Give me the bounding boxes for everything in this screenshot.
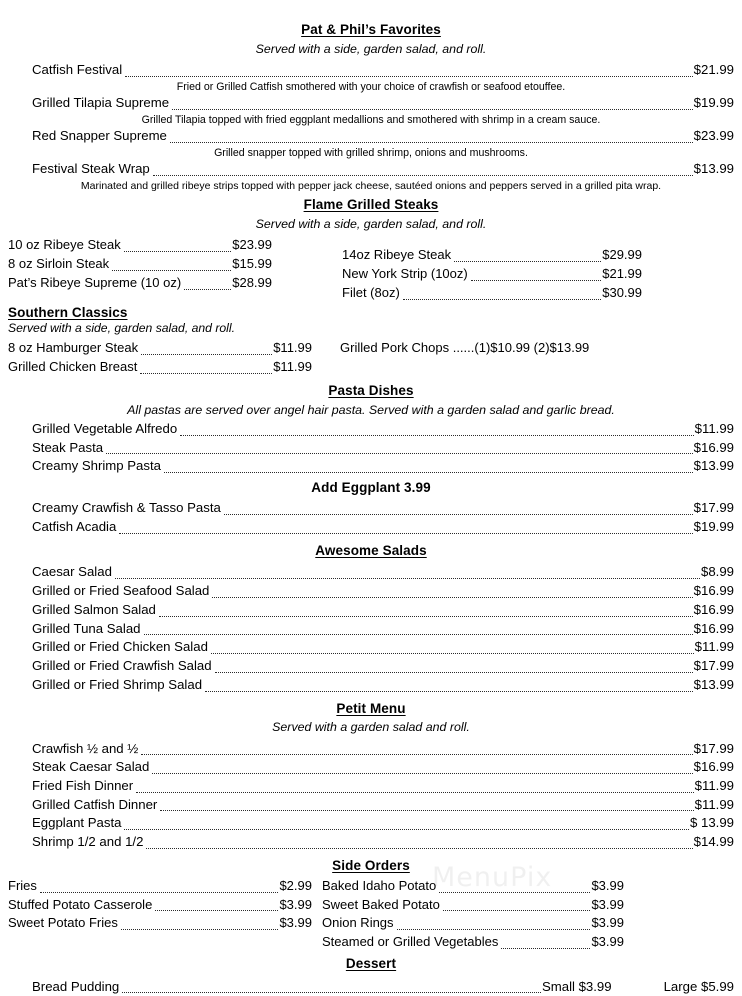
- menu-item-row[interactable]: [32, 457, 734, 476]
- menu-item-row[interactable]: [8, 877, 312, 896]
- leader-dots: [119, 532, 692, 534]
- leader-dots: [152, 772, 692, 774]
- item-name: 8 oz Hamburger Steak: [8, 340, 139, 356]
- menu-item-row[interactable]: [342, 284, 642, 303]
- item-description: Marinated and grilled ribeye strips topped with pepper jack cheese, sautéed onions and peppers served in a grilled pita wrap.: [80, 179, 662, 192]
- item-price: $23.99: [693, 128, 734, 144]
- leader-dots: [172, 108, 693, 110]
- item-name: Grilled Chicken Breast: [8, 359, 138, 375]
- item-description: Fried or Grilled Catfish smothered with your choice of crawfish or seafood etouffee.: [176, 80, 566, 93]
- item-price: $ 13.99: [690, 815, 734, 831]
- leader-dots: [159, 615, 693, 617]
- section-heading-southern-classics: Southern Classics: [8, 304, 128, 320]
- item-price: $11.99: [694, 420, 734, 436]
- menu-item-row[interactable]: [0, 977, 742, 996]
- item-price: $16.99: [693, 439, 734, 455]
- menupix-watermark: MenuPix: [432, 862, 553, 893]
- menu-item-row[interactable]: [32, 657, 734, 676]
- menu-item-row[interactable]: [322, 896, 624, 915]
- section-heading-pasta: Pasta Dishes: [328, 382, 414, 398]
- menu-item-row[interactable]: [32, 160, 734, 179]
- leader-dots: [211, 652, 694, 654]
- leader-dots: [224, 513, 693, 515]
- favorites-list: [0, 61, 742, 80]
- item-name: Caesar Salad: [32, 564, 112, 580]
- leader-dots: [164, 471, 693, 473]
- section-subtitle-favorites: Served with a side, garden salad, and roll.: [255, 41, 487, 56]
- leader-dots: [141, 753, 692, 755]
- item-price: $2.99: [279, 877, 312, 893]
- item-name: Grilled Tilapia Supreme: [32, 95, 170, 111]
- item-price: $15.99: [232, 255, 272, 271]
- section-subtitle-steaks: Served with a side, garden salad, and roll.: [255, 216, 487, 231]
- item-name: Grilled Salmon Salad: [32, 601, 156, 617]
- menu-item-row[interactable]: [8, 896, 312, 915]
- item-price: $11.99: [273, 359, 312, 375]
- item-price: $3.99: [591, 934, 624, 950]
- item-price: $21.99: [693, 62, 734, 77]
- leader-dots: [125, 75, 693, 77]
- item-price: $11.99: [273, 340, 312, 356]
- item-price-small: Small $3.99: [541, 979, 612, 995]
- item-name: Sweet Potato Fries: [8, 915, 118, 931]
- item-price: $8.99: [700, 564, 734, 580]
- leader-dots: [397, 928, 591, 930]
- steaks-two-column: [0, 236, 742, 303]
- item-name: Red Snapper Supreme: [32, 128, 167, 144]
- menu-item-row[interactable]: [8, 339, 312, 358]
- item-name: Catfish Festival: [32, 62, 123, 77]
- item-price: $3.99: [279, 896, 312, 912]
- leader-dots: [144, 633, 693, 635]
- petit-list: [0, 740, 742, 852]
- item-description: Grilled snapper topped with grilled shrimp, onions and mushrooms.: [214, 146, 528, 159]
- menu-item-row[interactable]: [322, 877, 624, 896]
- item-name: Sweet Baked Potato: [322, 896, 440, 912]
- item-price: $28.99: [232, 274, 272, 290]
- section-heading-add-eggplant: Add Eggplant 3.99: [311, 480, 431, 496]
- menu-item-row[interactable]: [32, 620, 734, 639]
- item-name: Pat’s Ribeye Supreme (10 oz): [8, 274, 182, 290]
- section-heading-dessert: Dessert: [345, 956, 397, 972]
- leader-dots: [155, 909, 278, 911]
- menu-item-row[interactable]: [8, 358, 312, 377]
- menu-item-row[interactable]: [32, 833, 734, 852]
- item-price: $13.99: [693, 458, 734, 474]
- menu-item-row[interactable]: [32, 796, 734, 815]
- item-name: 14oz Ribeye Steak: [342, 247, 452, 262]
- menu-item-row[interactable]: [32, 740, 734, 759]
- item-name: Festival Steak Wrap: [32, 161, 150, 177]
- leader-dots: [140, 372, 272, 374]
- leader-dots: [205, 690, 693, 692]
- leader-dots: [115, 577, 700, 579]
- item-price: $14.99: [693, 834, 734, 850]
- section-subtitle-petit: Served with a garden salad and roll.: [272, 720, 470, 735]
- item-name: Onion Rings: [322, 915, 394, 931]
- item-price: $17.99: [693, 740, 734, 756]
- item-price: $13.99: [693, 676, 734, 692]
- menu-item-row[interactable]: [32, 518, 734, 537]
- leader-dots: [122, 991, 541, 993]
- menu-item-row[interactable]: [342, 246, 642, 265]
- menu-item-row[interactable]: [32, 563, 734, 582]
- item-name: Fries: [8, 877, 37, 893]
- menu-item-row[interactable]: [322, 933, 624, 952]
- item-price: $30.99: [602, 284, 642, 300]
- leader-dots: [121, 928, 279, 930]
- section-heading-favorites: Pat & Phil’s Favorites: [301, 22, 441, 37]
- leader-dots: [454, 260, 601, 262]
- item-name: Bread Pudding: [32, 979, 120, 995]
- pasta-list: [0, 420, 742, 476]
- item-price: $16.99: [693, 759, 734, 775]
- item-name: New York Strip (10oz): [342, 265, 468, 281]
- menu-item-row[interactable]: [32, 499, 734, 518]
- leader-dots: [443, 909, 591, 911]
- item-price: $16.99: [693, 601, 734, 617]
- item-name: Grilled or Fried Seafood Salad: [32, 583, 210, 599]
- item-name: Eggplant Pasta: [32, 815, 122, 831]
- leader-dots: [180, 434, 693, 436]
- sides-two-column: [0, 877, 742, 952]
- item-price: $29.99: [602, 247, 642, 262]
- leader-dots: [471, 279, 602, 281]
- leader-dots: [136, 791, 694, 793]
- menu-item-row[interactable]: [342, 265, 642, 284]
- item-name: Shrimp 1/2 and 1/2: [32, 834, 144, 850]
- leader-dots: [40, 891, 279, 893]
- item-price: $21.99: [602, 265, 642, 281]
- leader-dots: [160, 809, 693, 811]
- item-name: Baked Idaho Potato: [322, 877, 437, 893]
- item-price: $11.99: [694, 777, 734, 793]
- item-name: Grilled Tuna Salad: [32, 620, 141, 636]
- item-price: $23.99: [232, 237, 272, 252]
- item-name: 8 oz Sirloin Steak: [8, 255, 110, 271]
- item-name: Creamy Crawfish & Tasso Pasta: [32, 500, 221, 516]
- leader-dots: [106, 452, 693, 454]
- pasta-addon-list: [0, 499, 742, 536]
- menu-item-row[interactable]: [32, 758, 734, 777]
- item-price: $13.99: [693, 161, 734, 177]
- leader-dots: [124, 828, 689, 830]
- item-price: $3.99: [279, 915, 312, 931]
- section-subtitle-southern-classics: Served with a side, garden salad, and roll.: [8, 321, 235, 336]
- item-name: Grilled or Fried Crawfish Salad: [32, 658, 212, 674]
- menu-item-row[interactable]: [32, 638, 734, 657]
- item-price: $19.99: [693, 95, 734, 111]
- leader-dots: [212, 596, 692, 598]
- item-name: Crawfish ½ and ½: [32, 740, 139, 756]
- menu-item-row-pork-chops[interactable]: Grilled Pork Chops ......(1)$10.99 (2)$13.99: [340, 340, 590, 356]
- item-price: $17.99: [693, 658, 734, 674]
- item-description: Grilled Tilapia topped with fried eggplant medallions and smothered with shrimp in a cream sauce.: [141, 113, 601, 126]
- menu-item-row[interactable]: [8, 274, 272, 293]
- item-name: Steak Pasta: [32, 439, 104, 455]
- item-price: $17.99: [693, 500, 734, 516]
- section-subtitle-pasta: All pastas are served over angel hair pasta. Served with a garden salad and garlic bread.: [127, 402, 615, 417]
- item-price: $19.99: [693, 518, 734, 534]
- menu-item-row[interactable]: [8, 255, 272, 274]
- leader-dots: [439, 891, 590, 893]
- item-price: $3.99: [591, 877, 624, 893]
- leader-dots: [124, 250, 232, 252]
- item-price: $11.99: [694, 639, 734, 655]
- menu-item-row[interactable]: [8, 236, 272, 255]
- leader-dots: [170, 141, 693, 143]
- menu-item-row[interactable]: [32, 777, 734, 796]
- section-heading-petit: Petit Menu: [336, 700, 406, 716]
- leader-dots: [501, 947, 590, 949]
- item-name: 10 oz Ribeye Steak: [8, 237, 121, 252]
- menu-item-row[interactable]: [32, 420, 734, 439]
- menu-item-row[interactable]: [32, 94, 734, 113]
- item-price-large: Large $5.99: [663, 979, 734, 995]
- menu-item-row[interactable]: [8, 914, 312, 933]
- menu-item-row[interactable]: [32, 127, 734, 146]
- menu-item-row[interactable]: [32, 582, 734, 601]
- item-price: $3.99: [591, 915, 624, 931]
- leader-dots: [112, 269, 231, 271]
- southern-classics-two-column: [0, 339, 742, 377]
- item-name: Grilled Vegetable Alfredo: [32, 420, 178, 436]
- item-name: Filet (8oz): [342, 284, 400, 300]
- section-heading-steaks: Flame Grilled Steaks: [303, 197, 439, 212]
- item-name: Fried Fish Dinner: [32, 777, 134, 793]
- item-name: Creamy Shrimp Pasta: [32, 458, 161, 474]
- leader-dots: [146, 847, 692, 849]
- menu-item-row[interactable]: [32, 439, 734, 458]
- item-name: Steamed or Grilled Vegetables: [322, 934, 499, 950]
- section-heading-salads: Awesome Salads: [315, 542, 427, 558]
- item-name: Steak Caesar Salad: [32, 759, 150, 775]
- menu-item-row[interactable]: [322, 914, 624, 933]
- item-price: $11.99: [694, 796, 734, 812]
- item-price: $16.99: [693, 583, 734, 599]
- menu-item-row[interactable]: [32, 814, 734, 833]
- menu-item-row[interactable]: [32, 61, 734, 80]
- item-name: Grilled or Fried Shrimp Salad: [32, 676, 203, 692]
- item-name: Catfish Acadia: [32, 518, 117, 534]
- item-name: Stuffed Potato Casserole: [8, 896, 153, 912]
- leader-dots: [153, 174, 693, 176]
- leader-dots: [215, 671, 693, 673]
- item-name: Grilled or Fried Chicken Salad: [32, 639, 208, 655]
- item-name: Grilled Catfish Dinner: [32, 796, 158, 812]
- item-price: $3.99: [591, 896, 624, 912]
- item-price: $16.99: [693, 620, 734, 636]
- leader-dots: [141, 353, 272, 355]
- leader-dots: [184, 288, 231, 290]
- leader-dots: [403, 298, 601, 300]
- section-heading-sides: Side Orders: [332, 857, 410, 873]
- salads-list: [0, 563, 742, 694]
- menu-item-row[interactable]: [32, 601, 734, 620]
- menu-item-row[interactable]: [32, 676, 734, 695]
